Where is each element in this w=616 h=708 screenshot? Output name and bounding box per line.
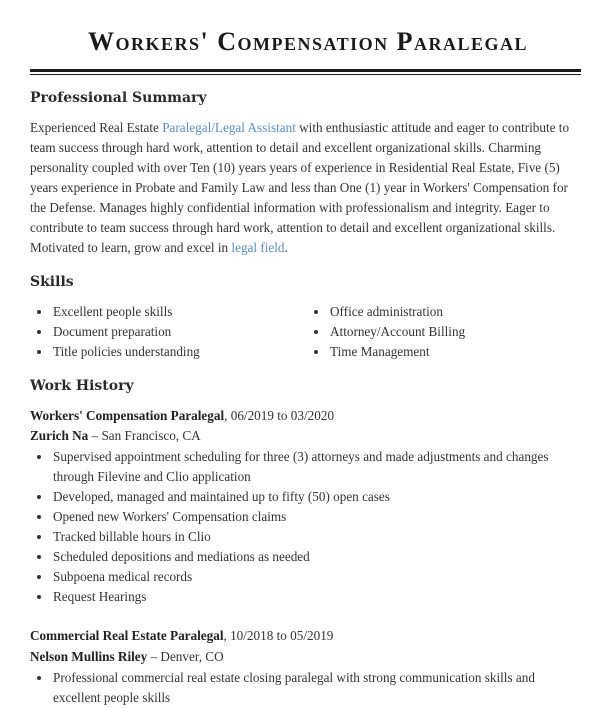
summary-text-3: . <box>284 240 288 255</box>
skill-item: Time Management <box>307 342 577 362</box>
summary-heading: Professional Summary <box>30 90 207 106</box>
job-title: Workers' Compensation Paralegal <box>30 408 225 423</box>
company-location: – San Francisco, CA <box>88 428 201 443</box>
company-line <box>30 647 224 667</box>
job-duties-list <box>30 668 550 708</box>
duty-item: Opened new Workers' Compensation claims <box>30 507 550 527</box>
job-dates: , 06/2019 to 03/2020 <box>224 408 335 423</box>
duty-item: Request Hearings <box>30 587 550 607</box>
duty-item: Professional commercial real estate closing paralegal with strong communication skills and excellent people skills <box>30 668 550 708</box>
duty-item: Scheduled depositions and mediations as needed <box>30 547 550 567</box>
skill-item: Excellent people skills <box>30 302 300 322</box>
summary-text-2: with enthusiastic attitude and eager to contribute to team success through hard work, attention to detail and excellent organizational skills. Charming personality coupled with over Ten (10) years years of experience in Residential Real Estate, Five (5) years experience in Probate and Family Law and less than One (1) year in Workers' Compensation for the Defense. Manages highly confidential information with professionalism and integrity. Eager to contribute to team success through hard work, attention to detail and excellent organizational skills. Motivated to learn, grow and excel in <box>30 120 570 255</box>
skill-item: Document preparation <box>30 322 300 342</box>
job-title-line <box>30 626 333 646</box>
duty-item: Tracked billable hours in Clio <box>30 527 550 547</box>
company-name: Zurich Na <box>30 428 89 443</box>
job-title: Commercial Real Estate Paralegal <box>30 628 224 643</box>
duty-item: Subpoena medical records <box>30 567 550 587</box>
work-history-heading: Work History <box>30 378 134 394</box>
legal-field-link[interactable]: legal field <box>231 240 285 255</box>
title-divider-thin <box>30 74 581 75</box>
skill-item: Title policies understanding <box>30 342 300 362</box>
title-divider-thick <box>30 69 581 72</box>
skills-list-right <box>307 302 577 362</box>
company-line <box>30 426 201 446</box>
paralegal-link[interactable]: Paralegal/Legal Assistant <box>162 120 296 135</box>
job-dates: , 10/2018 to 05/2019 <box>223 628 334 643</box>
job-title-line <box>30 406 334 426</box>
duty-item: Developed, managed and maintained up to fifty (50) open cases <box>30 487 550 507</box>
summary-text-1: Experienced Real Estate <box>30 120 163 135</box>
skill-item: Office administration <box>307 302 577 322</box>
resume-title: Workers' Compensation Paralegal <box>87 27 529 56</box>
skills-list-left <box>30 302 300 362</box>
skill-item: Attorney/Account Billing <box>307 322 577 342</box>
skills-heading: Skills <box>30 274 74 290</box>
job-duties-list <box>30 447 550 607</box>
summary-paragraph <box>30 118 586 258</box>
company-name: Nelson Mullins Riley <box>30 649 148 664</box>
company-location: – Denver, CO <box>147 649 224 664</box>
duty-item: Supervised appointment scheduling for three (3) attorneys and made adjustments and changes through Filevine and Clio application <box>30 447 550 487</box>
